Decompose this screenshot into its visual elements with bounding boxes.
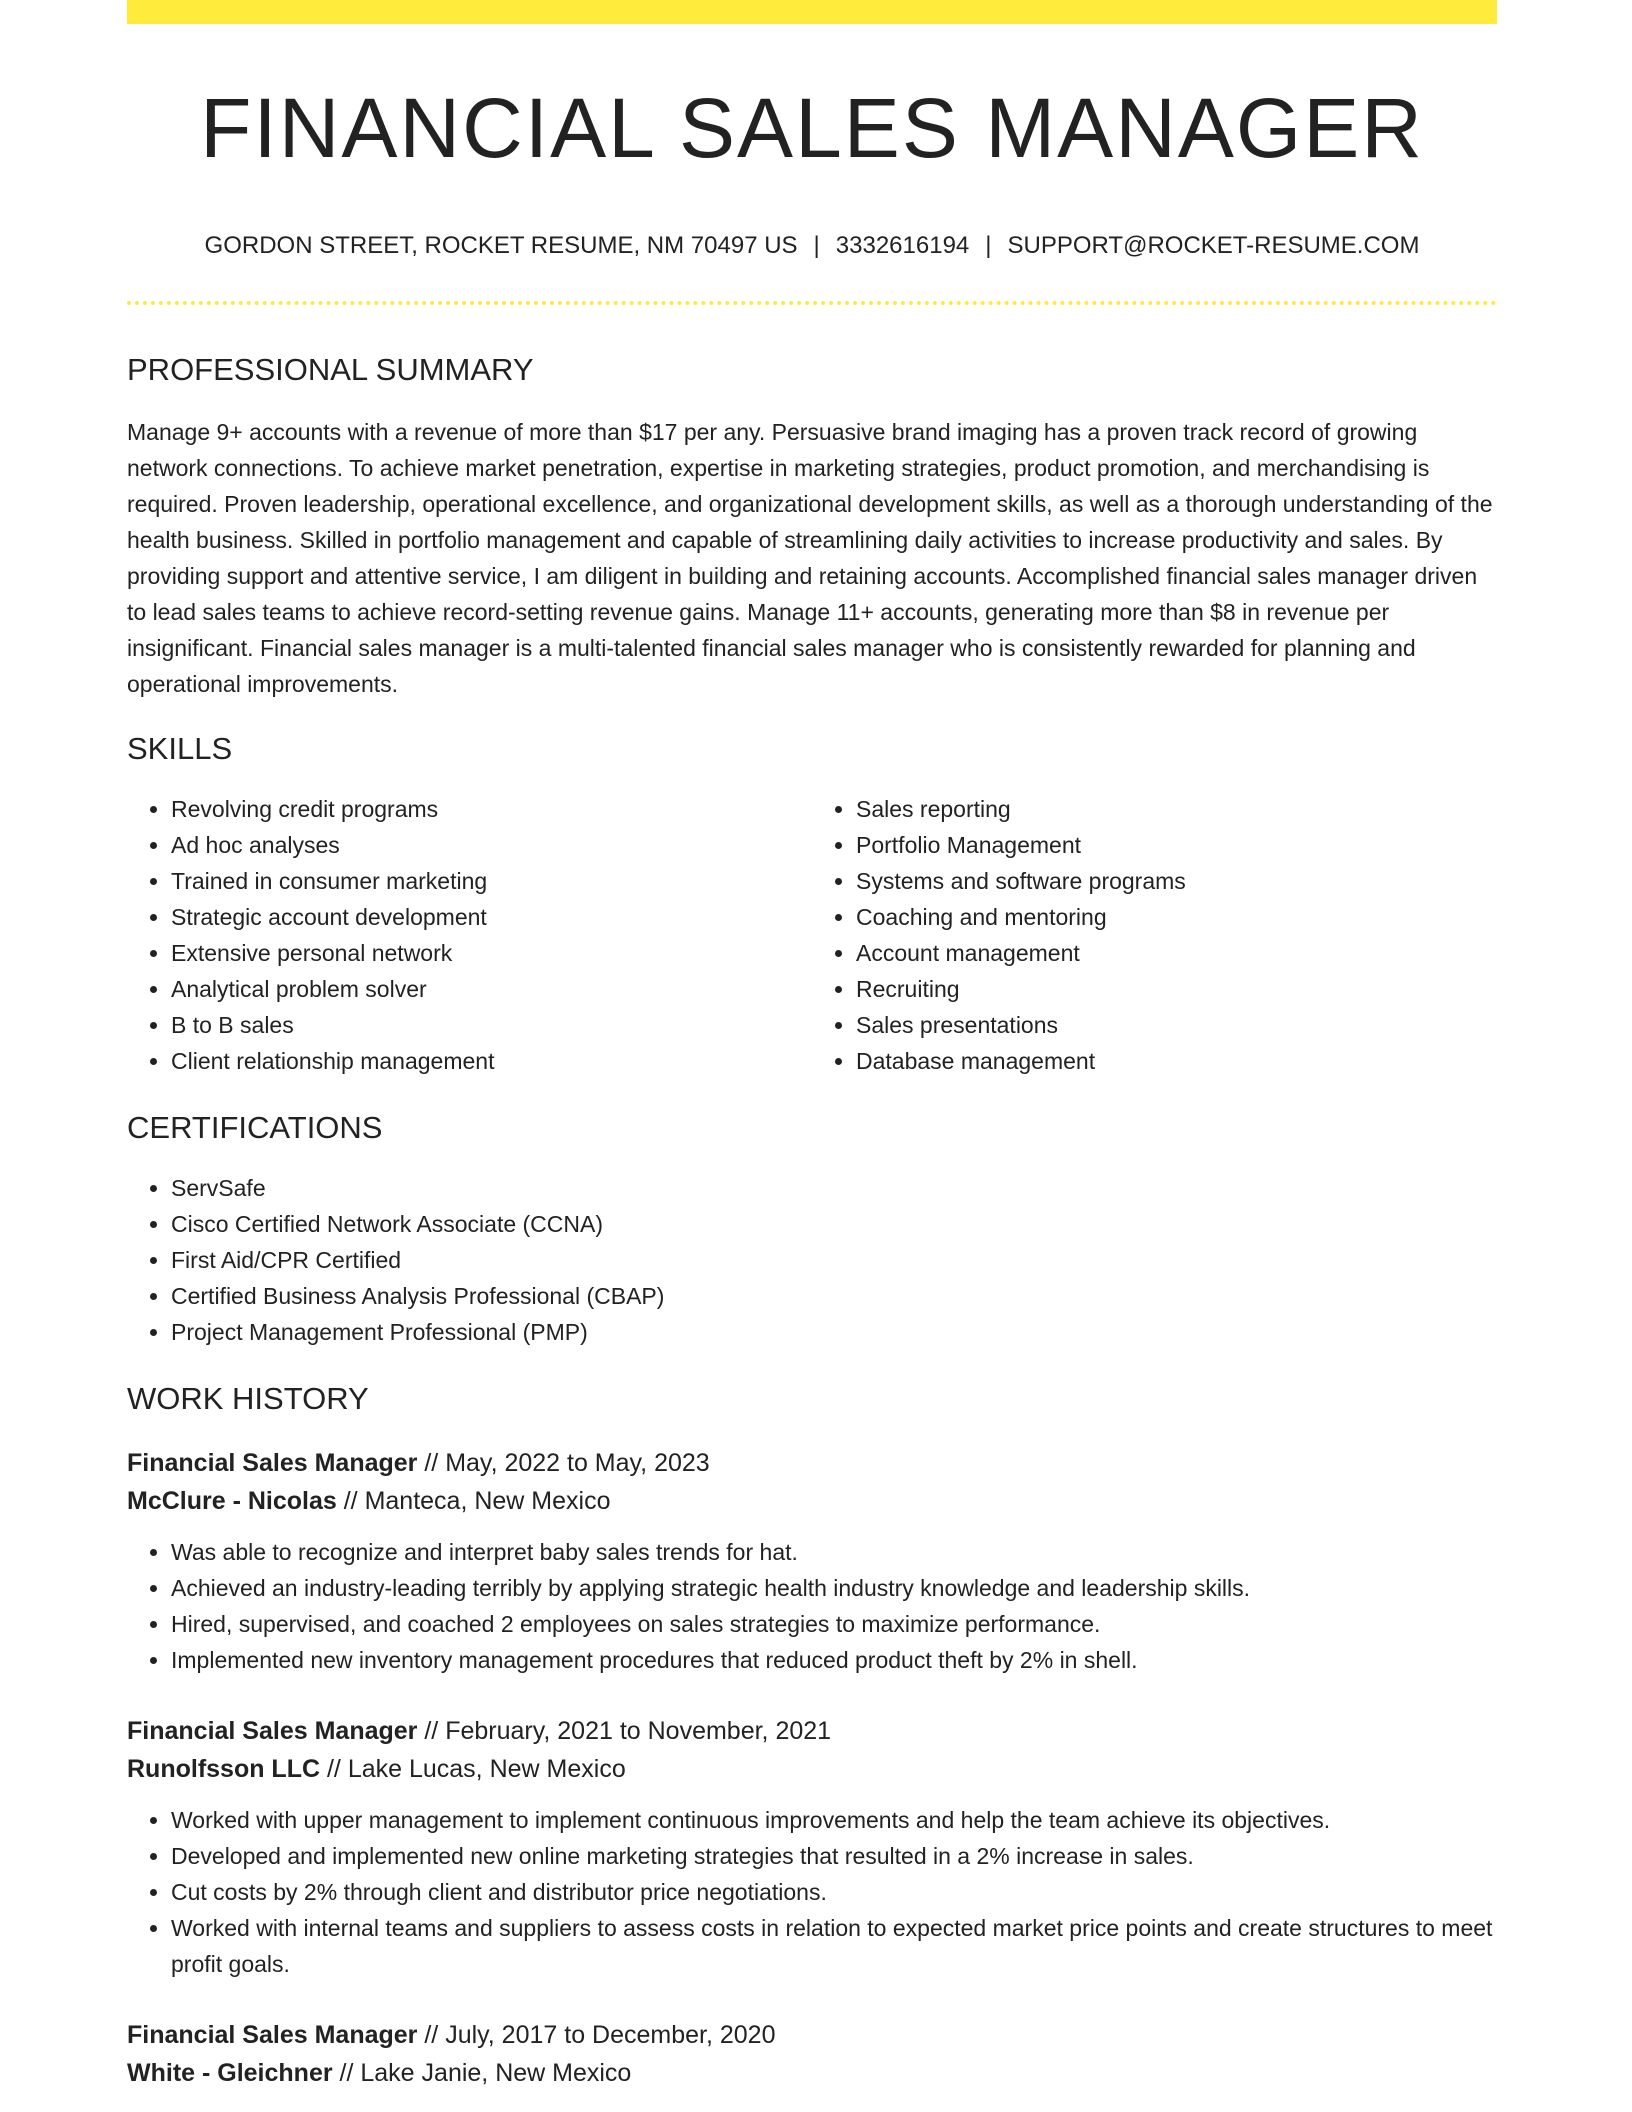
skills-columns [127, 791, 1497, 1079]
job-bullet: • Was able to recognize and interpret baby sales trends for hat. [171, 1534, 1497, 1570]
job-location: // Lake Lucas, New Mexico [320, 1754, 626, 1783]
skill-item: • Recruiting [856, 971, 1497, 1007]
job-bullet: • Hired, supervised, and coached 2 employees on sales strategies to maximize performance. [171, 1606, 1497, 1642]
contact-separator: | [813, 232, 820, 259]
skill-item: • Trained in consumer marketing [171, 863, 812, 899]
job-location: // Manteca, New Mexico [336, 1486, 611, 1515]
skill-item: • Strategic account development [171, 899, 812, 935]
job-entry [127, 1444, 1497, 1678]
skill-item: • Systems and software programs [856, 863, 1497, 899]
contact-separator: | [985, 232, 992, 259]
job-company-line [127, 2054, 1497, 2092]
job-bullet: • Cut costs by 2% through client and distributor price negotiations. [171, 1874, 1497, 1910]
job-company-line [127, 1482, 1497, 1520]
skills-list-right [812, 791, 1497, 1079]
job-role-line [127, 1712, 1497, 1750]
job-company: Runolfsson LLC [127, 1754, 321, 1783]
skill-item: • Revolving credit programs [171, 791, 812, 827]
job-role: Financial Sales Manager [127, 2020, 418, 2049]
top-accent-bar [127, 0, 1497, 24]
dotted-divider [127, 301, 1497, 305]
job-entry [127, 2016, 1497, 2092]
job-company-line [127, 1750, 1497, 1788]
job-company: White - Gleichner [127, 2058, 333, 2087]
contact-address: GORDON STREET, ROCKET RESUME, NM 70497 US [204, 232, 798, 259]
skill-item: • Extensive personal network [171, 935, 812, 971]
skill-item: • B to B sales [171, 1007, 812, 1043]
job-entry [127, 1712, 1497, 1982]
job-dates: // May, 2022 to May, 2023 [417, 1448, 710, 1477]
skill-item: • Coaching and mentoring [856, 899, 1497, 935]
job-dates: // February, 2021 to November, 2021 [417, 1716, 832, 1745]
job-bullets [127, 1534, 1497, 1678]
skill-item: • Sales reporting [856, 791, 1497, 827]
skill-item: • Database management [856, 1043, 1497, 1079]
skill-item: • Ad hoc analyses [171, 827, 812, 863]
job-role: Financial Sales Manager [127, 1716, 418, 1745]
job-role: Financial Sales Manager [127, 1448, 418, 1477]
skills-heading: SKILLS [127, 730, 233, 766]
work-history-heading: WORK HISTORY [127, 1381, 369, 1417]
skills-list-left [127, 791, 812, 1079]
certifications-heading: CERTIFICATIONS [127, 1110, 383, 1146]
certification-item: • ServSafe [171, 1170, 1497, 1206]
certifications-list [127, 1170, 1497, 1350]
job-bullet: • Developed and implemented new online marketing strategies that resulted in a 2% increase in sales. [171, 1838, 1497, 1874]
skill-item: • Analytical problem solver [171, 971, 812, 1007]
skill-item: • Client relationship management [171, 1043, 812, 1079]
job-bullet: • Worked with internal teams and suppliers to assess costs in relation to expected market price points and create structures to meet profit goals. [171, 1910, 1497, 1982]
job-bullet: • Implemented new inventory management procedures that reduced product theft by 2% in shell. [171, 1642, 1497, 1678]
resume-page [127, 0, 1497, 2092]
skill-item: • Sales presentations [856, 1007, 1497, 1043]
job-role-line [127, 2016, 1497, 2054]
contact-email: SUPPORT@ROCKET-RESUME.COM [1007, 232, 1420, 259]
skill-item: • Account management [856, 935, 1497, 971]
contact-phone: 3332616194 [835, 232, 970, 259]
summary-text: Manage 9+ accounts with a revenue of more than $17 per any. Persuasive brand imaging has a proven track record of growing network connections. To achieve market penetration, expertise in marketing strategies, product promotion, and merchandising is required. Proven leadership, operational excellence, and organizational development skills, as well as a thorough understanding of the health business. Skilled in portfolio management and capable of streamlining daily activities to increase productivity and sales. By providing support and attentive service, I am diligent in building and retaining accounts. Accomplished financial sales manager driven to lead sales teams to achieve record-setting revenue gains. Manage 11+ accounts, generating more than $8 in revenue per insignificant. Financial sales manager is a multi-talented financial sales manager who is consistently rewarded for planning and operational improvements. [127, 418, 1493, 697]
certification-item: • Cisco Certified Network Associate (CCNA) [171, 1206, 1497, 1242]
skill-item: • Portfolio Management [856, 827, 1497, 863]
certification-item: • Certified Business Analysis Professional (CBAP) [171, 1278, 1497, 1314]
summary-heading: PROFESSIONAL SUMMARY [127, 351, 534, 387]
certification-item: • Project Management Professional (PMP) [171, 1314, 1497, 1350]
job-company: McClure - Nicolas [127, 1486, 337, 1515]
job-role-line [127, 1444, 1497, 1482]
job-location: // Lake Janie, New Mexico [332, 2058, 632, 2087]
certification-item: • First Aid/CPR Certified [171, 1242, 1497, 1278]
page-title: FINANCIAL SALES MANAGER [200, 81, 1424, 175]
contact-line [127, 232, 1497, 261]
job-bullet: • Achieved an industry-leading terribly by applying strategic health industry knowledge and leadership skills. [171, 1570, 1497, 1606]
job-bullets [127, 1802, 1497, 1982]
job-bullet: • Worked with upper management to implement continuous improvements and help the team achieve its objectives. [171, 1802, 1497, 1838]
job-dates: // July, 2017 to December, 2020 [417, 2020, 776, 2049]
